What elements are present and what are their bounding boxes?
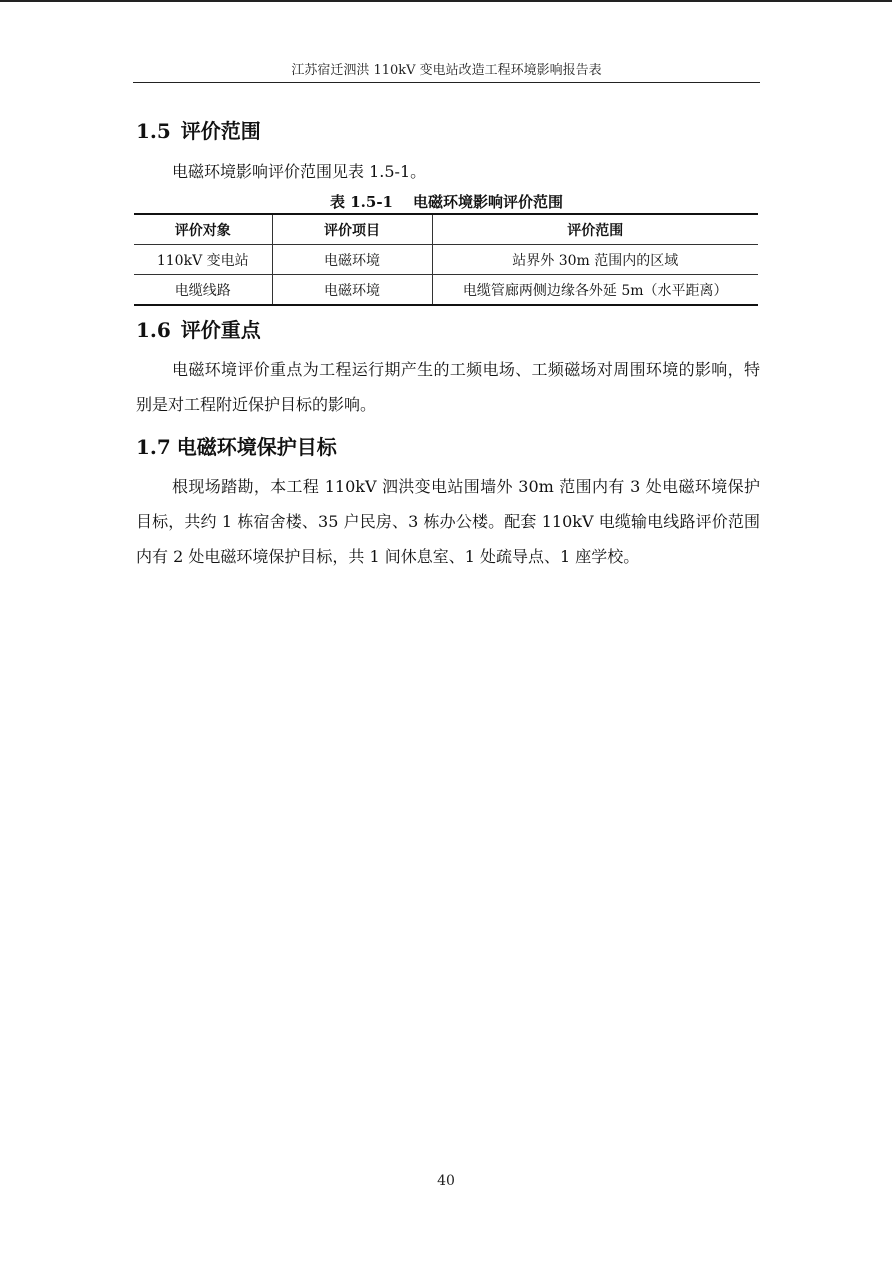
table-cell: 站界外 30m 范围内的区域	[432, 245, 758, 275]
paragraph-1-6: 电磁环境评价重点为工程运行期产生的工频电场、工频磁场对周围环境的影响，特别是对工程附近保护目标的影响。	[136, 360, 760, 414]
table-row	[134, 275, 758, 306]
table-header-cell: 评价项目	[272, 214, 432, 245]
section-title: 评价范围	[180, 119, 261, 143]
table-cell: 110kV 变电站	[134, 245, 272, 275]
page-top-border	[0, 0, 892, 2]
table-header-cell: 评价范围	[432, 214, 758, 245]
section-title: 评价重点	[180, 318, 261, 342]
evaluation-range-table	[134, 213, 758, 306]
section-number: 1.5	[136, 119, 171, 143]
section-title: 电磁环境保护目标	[176, 435, 337, 459]
table-cell: 电缆线路	[134, 275, 272, 306]
section-number: 1.7	[136, 435, 171, 459]
table-cell: 电缆管廊两侧边缘各外延 5m（水平距离）	[432, 275, 758, 306]
table-header-row	[134, 214, 758, 245]
table-row	[134, 245, 758, 275]
paragraph-1-7: 根现场踏勘，本工程 110kV 泗洪变电站围墙外 30m 范围内有 3 处电磁环境保护目标，共约 1 栋宿舍楼、35 户民房、3 栋办公楼。配套 110kV 电缆输电线路评价范围内有 2 处电磁环境保护目标，共 1 间休息室、1 处疏导点、1 座学校。	[136, 477, 760, 566]
page-number: 40	[437, 1173, 455, 1189]
section-heading-1-5	[136, 118, 261, 144]
table-caption	[133, 191, 760, 213]
running-header: 江苏宿迁泗洪 110kV 变电站改造工程环境影响报告表	[291, 63, 602, 78]
table-cell: 电磁环境	[272, 245, 432, 275]
table-caption-title: 电磁环境影响评价范围	[412, 193, 563, 211]
table-header-cell: 评价对象	[134, 214, 272, 245]
table-cell: 电磁环境	[272, 275, 432, 306]
table-caption-number: 表 1.5-1	[330, 193, 393, 211]
section-number: 1.6	[136, 318, 171, 342]
paragraph-1-5: 电磁环境影响评价范围见表 1.5-1。	[172, 162, 427, 181]
section-heading-1-6	[136, 317, 261, 343]
section-heading-1-7	[136, 434, 337, 460]
header-rule	[133, 82, 760, 83]
